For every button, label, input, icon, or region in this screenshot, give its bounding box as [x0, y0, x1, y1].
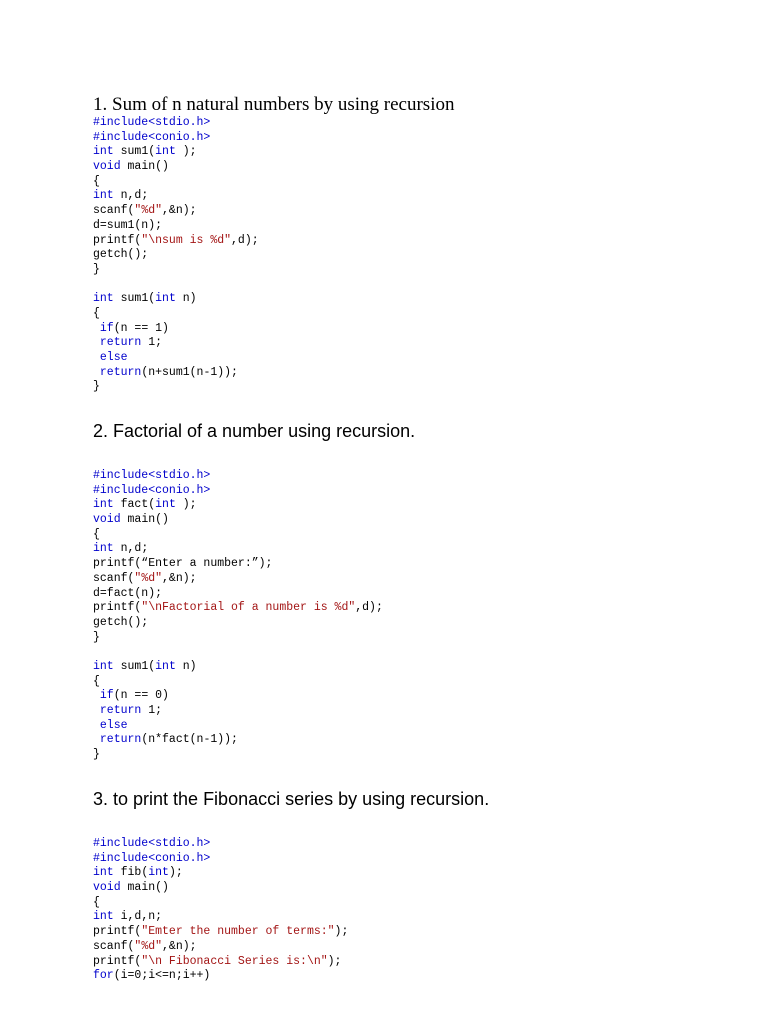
code-token: {: [93, 174, 100, 188]
code-token: ,d);: [355, 601, 383, 615]
code-token: d=fact(n);: [93, 586, 163, 600]
code-token: scanf(: [93, 571, 135, 585]
code-token: {: [93, 674, 100, 688]
code-token: );: [334, 925, 349, 939]
code-token: n,d;: [113, 189, 149, 203]
code-line: [93, 380, 259, 395]
string-token: "\nsum is %d": [141, 233, 232, 247]
preprocessor-token: #include<stdio.h>: [93, 469, 211, 482]
code-token: );: [175, 145, 197, 159]
code-token: scanf(: [93, 204, 135, 218]
code-token: );: [175, 498, 197, 512]
code-line: [93, 616, 383, 631]
code-line: [93, 881, 348, 896]
code-line: [93, 484, 383, 499]
code-token: [93, 689, 100, 702]
preprocessor-token: #include<conio.h>: [93, 130, 211, 144]
code-line: [93, 336, 259, 351]
section-3-heading: 3. to print the Fibonacci series by using recursion.: [93, 789, 490, 809]
code-line: [93, 263, 259, 278]
code-line: [93, 675, 383, 690]
code-token: (i=0;i<=n;i++): [113, 969, 211, 983]
code-line: [93, 131, 259, 146]
code-line: [93, 748, 383, 763]
code-token: (n == 1): [113, 321, 169, 335]
code-token: [93, 351, 100, 364]
code-line: [93, 307, 259, 322]
code-line: [93, 660, 383, 675]
code-token: }: [93, 262, 100, 276]
code-token: sum1(: [113, 659, 156, 673]
code-line: [93, 189, 259, 204]
code-line: [93, 175, 259, 190]
code-token: (n+sum1(n-1));: [141, 365, 238, 379]
code-token: printf(: [93, 233, 142, 247]
code-line: [93, 704, 383, 719]
code-token: n,d;: [113, 542, 149, 556]
preprocessor-token: #include<stdio.h>: [93, 116, 211, 129]
keyword-token: void: [93, 513, 121, 527]
keyword-token: return: [99, 336, 142, 350]
code-token: getch();: [93, 248, 149, 262]
preprocessor-token: #include<conio.h>: [93, 851, 211, 865]
keyword-token: int: [155, 659, 176, 673]
keyword-token: int: [155, 145, 176, 159]
preprocessor-token: #include<stdio.h>: [93, 837, 211, 850]
code-line: [93, 896, 348, 911]
code-token: {: [93, 527, 100, 541]
section-1-heading: 1. Sum of n natural numbers by using recursion: [93, 94, 455, 115]
code-token: ,&n);: [162, 204, 197, 218]
code-line: [93, 204, 259, 219]
code-token: [93, 336, 100, 349]
code-token: 1;: [141, 704, 163, 717]
code-token: printf(“Enter a number:”);: [93, 557, 273, 571]
keyword-token: void: [93, 881, 121, 895]
code-line: [93, 925, 348, 940]
code-token: main(): [120, 513, 169, 527]
code-line: [93, 160, 259, 175]
code-token: 1;: [141, 336, 163, 350]
keyword-token: for: [93, 969, 114, 983]
code-token: {: [93, 895, 100, 909]
code-line: [93, 910, 348, 925]
code-token: printf(: [93, 601, 142, 615]
code-token: [93, 322, 100, 335]
keyword-token: if: [99, 321, 114, 335]
code-line: [93, 145, 259, 160]
code-line: [93, 234, 259, 249]
code-line: [93, 852, 348, 867]
keyword-token: else: [99, 351, 128, 364]
section-3-code-block: [93, 837, 348, 984]
code-line: [93, 587, 383, 602]
code-line: [93, 366, 259, 381]
code-line: [93, 631, 383, 646]
string-token: "%d": [134, 204, 163, 218]
code-token: main(): [120, 881, 169, 895]
code-line: [93, 733, 383, 748]
keyword-token: int: [93, 542, 114, 556]
code-token: scanf(: [93, 939, 135, 953]
string-token: "%d": [134, 939, 163, 953]
code-line: [93, 322, 259, 337]
code-line: [93, 528, 383, 543]
code-token: sum1(: [113, 145, 156, 159]
code-token: );: [327, 954, 342, 968]
code-token: }: [93, 748, 100, 762]
code-token: ,&n);: [162, 571, 197, 585]
code-token: n): [175, 659, 197, 673]
code-line: [93, 689, 383, 704]
code-line: [93, 572, 383, 587]
code-line: [93, 498, 383, 513]
code-token: d=sum1(n);: [93, 218, 163, 232]
code-line: [93, 955, 348, 970]
code-line: [93, 513, 383, 528]
blank-line: [93, 278, 259, 293]
keyword-token: int: [93, 145, 114, 159]
code-token: main(): [120, 160, 169, 174]
code-line: [93, 116, 259, 131]
keyword-token: int: [148, 866, 169, 880]
keyword-token: int: [93, 659, 114, 673]
code-line: [93, 542, 383, 557]
code-token: [93, 733, 100, 746]
code-line: [93, 969, 348, 984]
code-token: }: [93, 380, 100, 394]
keyword-token: if: [99, 689, 114, 703]
string-token: "\n Fibonacci Series is:\n": [141, 954, 328, 968]
keyword-token: int: [93, 189, 114, 203]
code-line: [93, 837, 348, 852]
code-token: [93, 719, 100, 732]
code-line: [93, 351, 259, 366]
code-line: [93, 219, 259, 234]
string-token: "%d": [134, 571, 163, 585]
code-line: [93, 292, 259, 307]
string-token: "Emter the number of terms:": [141, 925, 335, 939]
code-token: ,d);: [231, 233, 259, 247]
code-token: fact(: [113, 498, 156, 512]
code-line: [93, 557, 383, 572]
code-line: [93, 719, 383, 734]
code-token: fib(: [113, 866, 149, 880]
code-token: (n*fact(n-1));: [141, 733, 238, 747]
code-token: i,d,n;: [113, 910, 163, 924]
string-token: "\nFactorial of a number is %d": [141, 601, 356, 615]
section-1-code-block: [93, 116, 259, 395]
code-token: );: [168, 866, 183, 880]
keyword-token: void: [93, 160, 121, 174]
code-token: [93, 366, 100, 379]
preprocessor-token: #include<conio.h>: [93, 483, 211, 497]
code-token: ,&n);: [162, 939, 197, 953]
code-token: sum1(: [113, 292, 156, 306]
section-2-code-block: [93, 469, 383, 763]
code-token: [93, 704, 100, 717]
keyword-token: int: [93, 866, 114, 880]
code-token: getch();: [93, 615, 149, 629]
code-token: }: [93, 630, 100, 644]
keyword-token: int: [155, 498, 176, 512]
keyword-token: return: [99, 365, 142, 379]
code-token: printf(: [93, 954, 142, 968]
keyword-token: int: [93, 292, 114, 306]
code-line: [93, 866, 348, 881]
keyword-token: else: [99, 718, 128, 732]
keyword-token: int: [93, 498, 114, 512]
keyword-token: int: [155, 292, 176, 306]
code-token: {: [93, 306, 100, 320]
keyword-token: int: [93, 910, 114, 924]
code-line: [93, 601, 383, 616]
code-line: [93, 940, 348, 955]
code-token: printf(: [93, 925, 142, 939]
section-2-heading: 2. Factorial of a number using recursion.: [93, 421, 416, 441]
keyword-token: return: [99, 704, 142, 717]
code-token: (n == 0): [113, 689, 169, 703]
code-token: n): [175, 292, 197, 306]
blank-line: [93, 645, 383, 660]
code-line: [93, 469, 383, 484]
keyword-token: return: [99, 733, 142, 747]
code-line: [93, 248, 259, 263]
